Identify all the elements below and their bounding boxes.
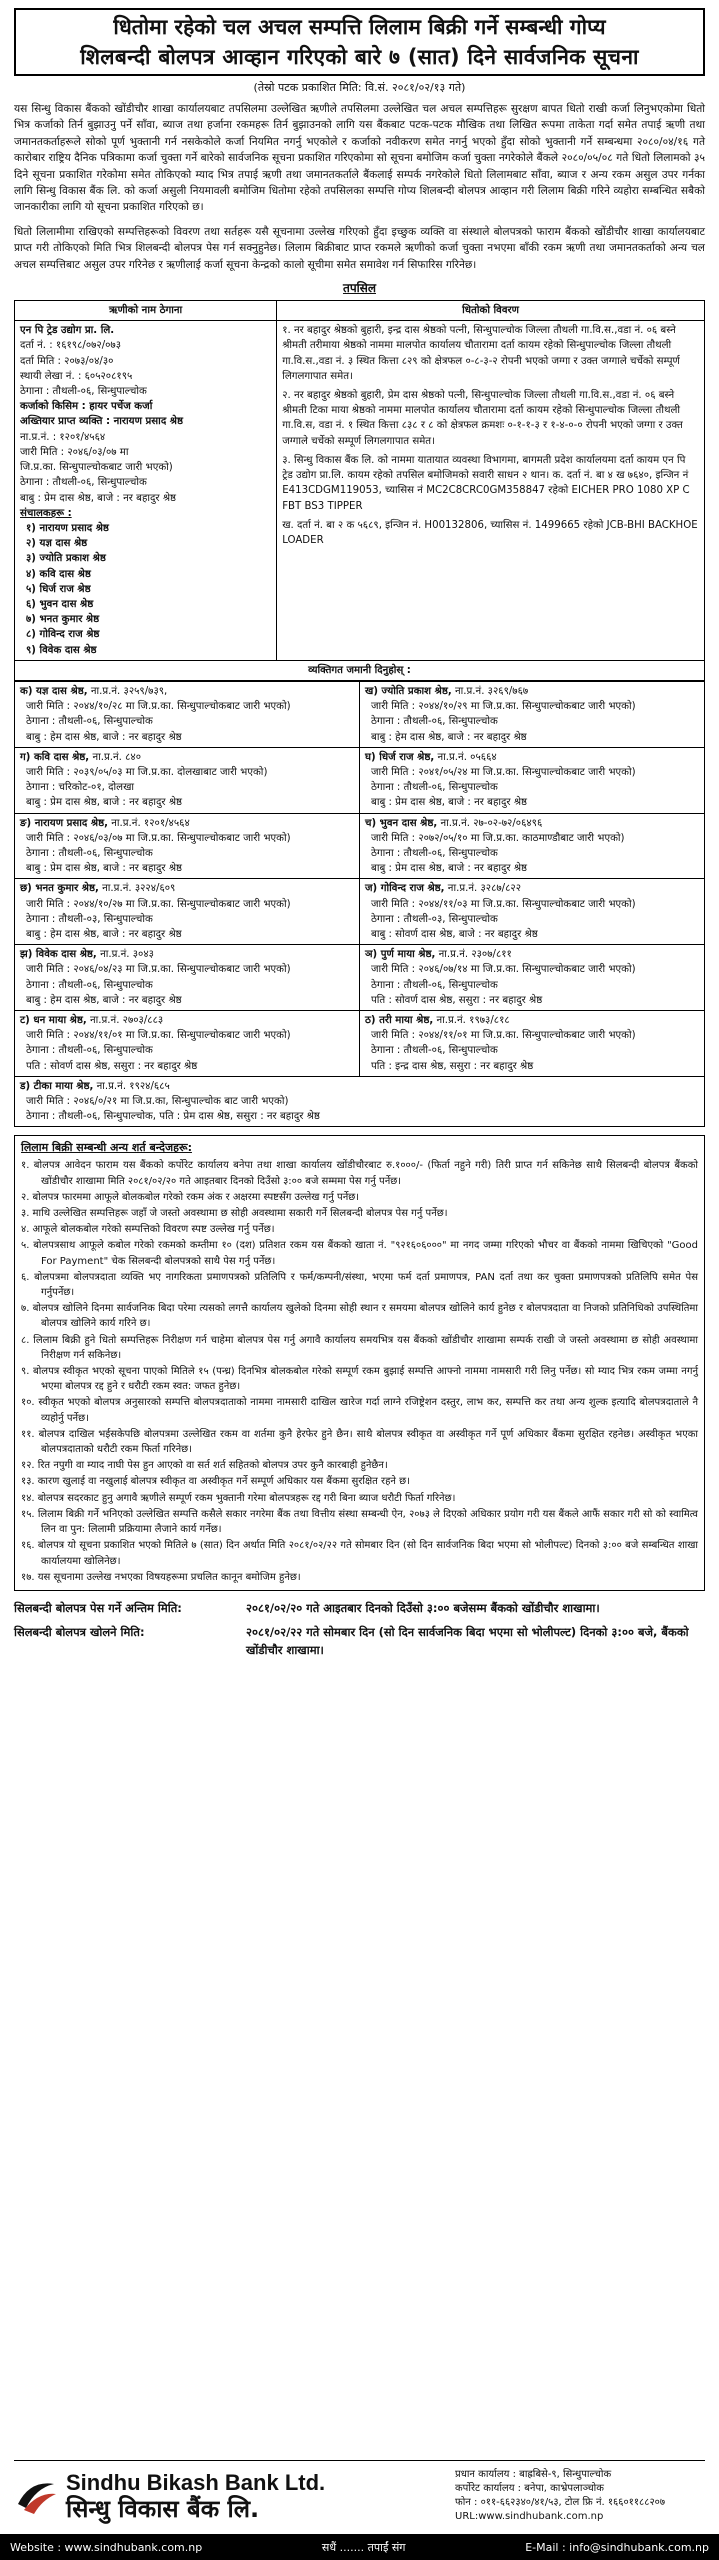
borrower-line: जि.प्र.का. सिन्धुपाल्चोकबाट जारी भएको) <box>20 462 173 474</box>
bank-address <box>455 2468 705 2524</box>
email-link[interactable]: E-Mail : info@sindhubank.com.np <box>525 2540 709 2554</box>
borrower-cell <box>15 321 277 660</box>
collateral-item: ख. दर्ता नं. बा २ क ५६८९, इन्जिन नं. H00132806, च्यासिस नं. 1499665 रहेको JCB-BHI BACKHOE LOADER <box>282 519 698 546</box>
guarantor-citizenship: ना.प्र.नं. ३२६९/७६७ <box>454 685 529 697</box>
url-line[interactable]: URL:www.sindhubank.com.np <box>455 2511 604 2522</box>
guarantor-row <box>15 1076 705 1127</box>
guarantor-citizenship: ना.प्र.नं. ३०४३ <box>100 949 154 961</box>
director-item: ५) धिर्ज राज श्रेष्ठ <box>26 583 91 595</box>
borrower-column-header: ऋणीको नाम ठेगाना <box>15 301 277 321</box>
condition-item: ७. बोलपत्र खोलिने दिनमा सार्वजनिक बिदा परेमा त्यसको लगत्तै कार्यालय खुलेको दिनमा सोही स्थान र समयमा बोलपत्र खोलिने कार्य हुनेछ र बोलपत्रदाता वा निजको प्रतिनिधिको उपस्थितिमा बोलपत्र खोलिने कार्य गरिने छ। <box>21 1303 698 1330</box>
guarantor-name <box>365 947 699 962</box>
guarantor-cell <box>15 1011 360 1077</box>
guarantor-name <box>20 684 354 699</box>
borrower-line: बाबु : प्रेम दास श्रेष्ठ, बाजे : नर बहादुर श्रेष्ठ <box>20 492 177 504</box>
deadline-row <box>14 1599 705 1617</box>
guarantor-detail: जारी मिति : २०४६/०/२१ मा जि.प्र.का, सिन्धुपाल्चोक बाट जारी भएको) <box>26 1096 289 1108</box>
guarantor-cell <box>15 1076 705 1127</box>
director-item: १) नारायण प्रसाद श्रेष्ठ <box>26 522 109 534</box>
opening-row <box>14 1623 705 1659</box>
condition-item: १७. यस सूचनामा उल्लेख नभएका विषयहरूमा प्रचलित कानून बमोजिम हुनेछ। <box>21 1571 301 1583</box>
guarantor-name-text: च) भुवन दास श्रेष्ठ, <box>365 817 438 829</box>
title-line-1: धितोमा रहेको चल अचल सम्पत्ति लिलाम बिक्री गर्ने सम्बन्धी गोप्य <box>113 15 606 39</box>
guarantors-table <box>14 681 705 1127</box>
guarantor-name-text: क) यज्ञ दास श्रेष्ठ, <box>20 685 88 697</box>
guarantor-detail: बाबु : प्रेम दास श्रेष्ठ, बाजे : नर बहादुर श्रेष्ठ <box>371 863 528 875</box>
guarantor-name-text: ख) ज्योति प्रकाश श्रेष्ठ, <box>365 685 452 697</box>
guarantor-name <box>20 816 354 831</box>
guarantor-detail: पति : सोवर्ण दास श्रेष्ठ, ससुरा : नर बहादुर श्रेष्ठ <box>371 994 543 1006</box>
deadline-label: सिलबन्दी बोलपत्र पेस गर्ने अन्तिम मिति: <box>14 1600 182 1615</box>
loan-type: कर्जाको किसिम : हायर पर्चेज कर्जा <box>20 401 153 413</box>
guarantor-name-text: ठ) तरी माया श्रेष्ठ, <box>365 1015 434 1026</box>
guarantor-citizenship: ना.प्र.नं. ०५६६४ <box>437 751 497 763</box>
collateral-cell <box>277 321 705 660</box>
guarantor-row <box>15 681 705 747</box>
bank-name-english: Sindhu Bikash Bank Ltd. <box>66 2470 326 2495</box>
directors-heading: संचालकहरू : <box>20 507 72 519</box>
collateral-item: २. नर बहादुर श्रेष्ठको बुहारी, प्रेम दास श्रेष्ठको पत्नी, सिन्धुपाल्चोक जिल्ला तौथली गा.वि.स.,वडा नं. ०६ बस्ने श्रीमती टिका माया श्रेष्ठको नाममा मालपोत कार्यालय चौतारामा दर्ता कायम रहेको सिन्धुपाल्चोक जिल्ला तौथली गा.वि.स, वडा नं. १ स्थित कित्ता ८३८ र ८ को क्षेत्रफल क्रमशः ०-१-१-३ र १-४-०-० रोपनी भएको जग्गा र उक्त जग्गाले चर्चेको सम्पूर्ण लिगलगापात समेत। <box>282 390 683 447</box>
guarantor-detail: जारी मिति : २०७२/०५/१० मा जि.प्र.का. काठमाण्डौबाट जारी भएको) <box>371 832 625 844</box>
website-link[interactable]: Website : www.sindhubank.com.np <box>10 2540 203 2554</box>
guarantor-detail: पति : सोवर्ण दास श्रेष्ठ, ससुरा : नर बहादुर श्रेष्ठ <box>26 1060 198 1072</box>
condition-item: ३. माथि उल्लेखित सम्पत्तिहरू जहाँ जे जस्तो अवस्थामा छ सोही अवस्थामा सकारी गर्ने सिलबन्दी बोलपत्र पेस गर्नु पर्नेछ। <box>21 1208 448 1220</box>
borrower-line: दर्ता मिति : २०७३/०४/३० <box>20 355 114 367</box>
condition-item: १०. स्वीकृत भएको बोलपत्र अनुसारको सम्पत्ति बोलपत्रदाताको नाममा नामसारी दाखिल खारेज गर्दा लाग्ने रजिष्ट्रेशन दस्तुर, लाभ कर, सम्पत्ति कर तथा अन्य शुल्क इत्यादि बोलपत्रदाताले नै व्यहोर्नु पर्नेछ। <box>21 1397 698 1424</box>
guarantor-detail: बाबु : हेम दास श्रेष्ठ, बाजे : नर बहादुर श्रेष्ठ <box>26 994 182 1006</box>
condition-item: १४. बोलपत्र सदरकाट हुनु अगावै ऋणीले सम्पूर्ण रकम भुक्तानी गरेमा बोलपत्रहरू रद्द गरी बिना ब्याज धरौटी फिर्ता गरिनेछ। <box>21 1492 456 1504</box>
guarantor-citizenship: ना.प्र.नं. ८४० <box>92 751 142 763</box>
address-line: प्रधान कार्यालय : बाह्रबिसे-९, सिन्धुपाल्चोक <box>455 2469 612 2480</box>
contact-bar <box>0 2534 719 2560</box>
guarantor-detail: ठेगाना : तौथली-०६, सिन्धुपाल्चोक <box>26 847 153 859</box>
guarantor-detail: जारी मिति : २०४६/०३/०७ मा जि.प्र.का. सिन्धुपाल्चोकबाट जारी भएको) <box>26 832 291 844</box>
guarantor-detail: ठेगाना : तौथली-०६, सिन्धुपाल्चोक <box>371 847 498 859</box>
guarantor-detail: ठेगाना : तौथली-०६, सिन्धुपाल्चोक <box>26 1045 153 1057</box>
condition-item: ५. बोलपत्रसाथ आफूले कबोल गरेको रकमको कम्तीमा १० (दश) प्रतिशत रकम यस बैंकको खाता नं. "९२१६०६०००" मा नगद जम्मा गरिएको भौचर वा बैंकको नाममा खिचिएको "Good For Payment" चेक सिलबन्दी बोलपत्रको साथै पेस गर्नु पर्नेछ। <box>21 1240 698 1267</box>
condition-item: ८. लिलाम बिक्री हुने धितो सम्पत्तिहरू निरीक्षण गर्न चाहेमा बोलपत्र पेस गर्नु अगावै कार्यालय समयभित्र यस बैंकको खोंडीचौर शाखामा सम्पर्क राखी जे जस्तो अवस्थामा छ सोही अवस्थामा निरीक्षण गर्न सकिनेछ। <box>21 1334 698 1361</box>
condition-item: १३. कारण खुलाई वा नखुलाई बोलपत्र स्वीकृत वा अस्वीकृत गर्ने सम्पूर्ण अधिकार यस बैंकमा सुरक्षित रहने छ। <box>21 1476 410 1488</box>
condition-item: ११. बोलपत्र दाखिल भईसकेपछि बोलपत्रमा उल्लेखित रकम वा शर्तमा कुनै हेरफेर हुने छैन। साथै बोलपत्र स्वीकृत वा अस्वीकृत गर्ने पूर्ण अधिकार बैंकमा सुरक्षित रहनेछ। अस्वीकृत भएका बोलपत्रदाताको धरौटी रकम फिर्ता गरिनेछ। <box>21 1428 698 1456</box>
condition-item: २. बोलपत्र फारममा आफूले बोलकबोल गरेको रकम अंक र अक्षरमा स्पष्टसँग उल्लेख गर्नु पर्नेछ। <box>21 1191 360 1203</box>
guarantor-name-text: ञ) पुर्ण माया श्रेष्ठ, <box>365 949 436 961</box>
guarantor-name <box>20 947 354 962</box>
guarantor-detail: ठेगाना : तौथली-०३, सिन्धुपाल्चोक <box>371 913 498 925</box>
bank-logo-icon <box>14 2474 58 2518</box>
opening-value: २०८१/०२/२२ गते सोमबार दिन (सो दिन सार्वजनिक बिदा भएमा सो भोलीपल्ट) दिनको ३:०० बजे, बैंकको खोंडीचौर शाखामा। <box>246 1624 689 1657</box>
guarantor-name <box>20 881 354 896</box>
guarantor-citizenship: ना.प्र.नं. ३२८७/८२२ <box>447 883 522 895</box>
condition-item: १२. रित नपुगी वा म्याद नाघी पेस हुन आएको वा सर्त शर्त सहितको बोलपत्र उपर कुनै कारबाही हुनेछैन। <box>21 1460 388 1472</box>
guarantor-cell <box>360 1011 705 1077</box>
guarantor-cell <box>15 747 360 813</box>
guarantor-detail: पति : इन्द्र दास श्रेष्ठ, ससुरा : नर बहादुर श्रेष्ठ <box>371 1060 534 1072</box>
guarantor-detail: ठेगाना : तौथली-०६, सिन्धुपाल्चोक <box>371 1045 498 1057</box>
guarantor-name-text: घ) धिर्ज राज श्रेष्ठ, <box>365 751 435 763</box>
guarantor-row <box>15 879 705 945</box>
guarantor-detail: बाबु : प्रेम दास श्रेष्ठ, बाजे : नर बहादुर श्रेष्ठ <box>371 797 528 809</box>
guarantor-detail: जारी मिति : २०४४/१०/२८ मा जि.प्र.का. सिन्धुपाल्चोकबाट जारी भएको) <box>26 701 291 713</box>
guarantor-detail: ठेगाना : चरिकोट-०१, दोलखा <box>26 782 135 794</box>
guarantor-name-text: छ) भनत कुमार श्रेष्ठ, <box>20 883 99 895</box>
guarantor-cell <box>360 813 705 879</box>
guarantor-cell <box>15 879 360 945</box>
guarantor-name-text: ड) टीका माया श्रेष्ठ, <box>20 1080 94 1092</box>
director-item: २) यज्ञ दास श्रेष्ठ <box>26 538 88 550</box>
deadline-value: २०८१/०२/२० गते आइतबार दिनको दिउँसो ३:०० बजेसम्म बैंकको खोंडीचौर शाखामा। <box>246 1600 600 1615</box>
guarantor-name <box>20 750 354 765</box>
guarantor-citizenship: ना.प्र.नं. ३२५९/७३९, <box>90 685 168 697</box>
guarantor-detail: जारी मिति : २०३९/०५/०३ मा जि.प्र.का. दोलखाबाट जारी भएको) <box>26 766 268 778</box>
guarantor-detail: ठेगाना : तौथली-०६, सिन्धुपाल्चोक <box>371 979 498 991</box>
guarantor-cell <box>15 681 360 747</box>
guarantor-detail: जारी मिति : २०४४/१०/२९ मा जि.प्र.का. सिन्धुपाल्चोकबाट जारी भएको) <box>371 701 636 713</box>
director-item: ७) भनत कुमार श्रेष्ठ <box>26 614 100 626</box>
guarantor-citizenship: ना.प्र.नं. १९७३/८१८ <box>436 1015 510 1026</box>
guarantor-cell <box>360 879 705 945</box>
guarantor-cell <box>15 945 360 1011</box>
second-paragraph: धितो लिलामीमा राखिएको सम्पत्तिहरूको विवरण तथा सर्तहरू यसै सूचनामा उल्लेख गरिएको हुँदा इच्छुक व्यक्ति वा संस्थाले बोलपत्रको फाराम बैंकको खोंडीचौर शाखा कार्यालयबाट प्राप्त गरी तोकिएको मिति भित्र शिलबन्दी बोलपत्र पेस गर्न सक्नुहुनेछ। लिलाम बिक्रीबाट प्राप्त रकमले ऋणीको कर्जा चुक्ता नभएमा बाँकी रकम ऋणी तथा जमानतकर्ताको अन्य चल अचल सम्पत्तिबाट असुल उपर गरिनेछ र ऋणीलाई कर्जा सूचना केन्द्रको कालो सूचीमा समेत समावेश गर्न सिफारिस गरिनेछ। <box>14 225 705 271</box>
guarantor-citizenship: ना.प्र.नं. २७-०२-७२/०६४९६ <box>440 817 543 829</box>
guarantor-detail: बाबु : हेम दास श्रेष्ठ, बाजे : नर बहादुर श्रेष्ठ <box>371 731 527 743</box>
condition-item: १५. लिलाम बिक्री गर्ने भनिएको उल्लेखित सम्पत्ति कसैले सकार नगरेमा बैंक तथा वित्तीय संस्था सम्बन्धी ऐन, २०७३ ले दिएको अधिकार प्रयोग गरी यस बैंकले आफैं सकार गरी सो को स्वामित्व लिन वा पुन: लिलामी प्रक्रियामा लैजाने कार्य गर्नेछ। <box>21 1508 698 1536</box>
guarantor-citizenship: ना.प्र.नं. २७०३/८८३ <box>89 1015 164 1026</box>
guarantor-row <box>15 747 705 813</box>
guarantor-name-text: ज) गोविन्द राज श्रेष्ठ, <box>365 883 445 895</box>
bank-logo <box>14 2470 325 2522</box>
guarantor-name <box>20 1079 699 1094</box>
guarantor-name <box>20 1013 354 1028</box>
guarantor-detail: ठेगाना : तौथली-०६, सिन्धुपाल्चोक <box>26 979 153 991</box>
guarantor-detail: जारी मिति : २०४६/०७/१४ मा जि.प्र.का. सिन्धुपाल्चोकबाट जारी भएको) <box>371 964 636 976</box>
guarantor-detail: बाबु : प्रेम दास श्रेष्ठ, बाजे : नर बहादुर श्रेष्ठ <box>26 797 183 809</box>
borrower-line: स्थायी लेखा नं. : ६०५२०८१९५ <box>20 370 133 382</box>
authorized-person: अख्तियार प्राप्त व्यक्ति : नारायण प्रसाद श्रेष्ठ <box>20 416 183 428</box>
director-item: ६) भुवन दास श्रेष्ठ <box>26 598 94 610</box>
guarantor-detail: ठेगाना : तौथली-०६, सिन्धुपाल्चोक <box>371 782 498 794</box>
borrower-name: एन पि ट्रेड उद्योग प्रा. लि. <box>20 325 115 337</box>
guarantor-row <box>15 813 705 879</box>
guarantor-cell <box>360 945 705 1011</box>
conditions-list <box>21 1158 698 1584</box>
publication-date: (तेस्रो पटक प्रकाशित मिति: वि.सं. २०८१/०२/१३ गते) <box>253 81 466 94</box>
borrower-line: दर्ता नं. : १६१९८/०७२/०७३ <box>20 340 122 352</box>
guarantor-name-text: ग) कवि दास श्रेष्ठ, <box>20 751 90 763</box>
schedule-table <box>14 300 705 681</box>
conditions-box <box>14 1135 705 1590</box>
condition-item: १. बोलपत्र आवेदन फाराम यस बैंकको कर्पोरेट कार्यालय बनेपा तथा शाखा कार्यालय खोंडीचौरबाट रु.१०००/- (फिर्ता नहुने गरी) तिरी प्राप्त गर्न सकिनेछ साथै सिलबन्दी बोलपत्र बैंकको खोंडीचौर शाखामा मिति २०८१/०२/२० गते आइतबार दिनको दिउँसो ३:०० बजे सम्ममा पेस गर्नु पर्नेछ। <box>21 1160 698 1187</box>
guarantor-detail: बाबु : हेम दास श्रेष्ठ, बाजे : नर बहादुर श्रेष्ठ <box>26 928 182 940</box>
deadlines <box>14 1599 705 1659</box>
guarantor-detail: जारी मिति : २०४४/११/०३ मा जि.प्र.का. सिन्धुपाल्चोकबाट जारी भएको) <box>371 898 636 910</box>
guarantor-name <box>365 816 699 831</box>
guarantor-detail: ठेगाना : तौथली-०६, सिन्धुपाल्चोक <box>26 716 153 728</box>
guarantor-detail: ठेगाना : तौथली-०३, सिन्धुपाल्चोक <box>26 913 153 925</box>
borrower-line: ना.प्र.नं. : १२०१/४५६४ <box>20 431 106 443</box>
guarantor-cell <box>360 681 705 747</box>
collateral-column-header: धितोको विवरण <box>277 301 705 321</box>
guarantor-cell <box>15 813 360 879</box>
guarantor-name-text: ट) धन माया श्रेष्ठ, <box>20 1015 87 1026</box>
schedule-heading: तपसिल <box>342 281 376 296</box>
borrower-line: जारी मिति : २०४६/०३/०७ मा <box>20 446 129 458</box>
guarantor-citizenship: ना.प्र.नं. १२०१/४५६४ <box>111 817 190 829</box>
borrower-line: ठेगाना : तौथली-०६, सिन्धुपाल्चोक <box>20 386 147 398</box>
guarantor-detail: ठेगाना : तौथली-०६, सिन्धुपाल्चोक <box>371 716 498 728</box>
guarantor-cell <box>360 747 705 813</box>
director-item: ८) गोविन्द राज श्रेष्ठ <box>26 629 100 641</box>
notice-title <box>14 8 705 76</box>
address-line: कर्पोरेट कार्यालय : बनेपा, काभ्रेपलाञ्चोक <box>455 2483 604 2494</box>
director-item: ४) कवि दास श्रेष्ठ <box>26 568 91 580</box>
conditions-heading: लिलाम बिक्री सम्बन्धी अन्य शर्त बन्देजहरू: <box>21 1141 192 1155</box>
guarantor-name-text: ङ) नारायण प्रसाद श्रेष्ठ, <box>20 817 108 829</box>
condition-item: १६. बोलपत्र यो सूचना प्रकाशित भएको मितिले ७ (सात) दिन अर्थात मिति २०८१/०२/२२ गते सोमबार दिन (सो दिन सार्वजनिक बिदा भएमा सो भोलीपल्ट) दिनको ३:०० बजे सम्बन्धित शाखा कार्यालयमा खोलिनेछ। <box>21 1540 698 1567</box>
bank-name-nepali: सिन्धु विकास बैंक लि. <box>66 2495 260 2523</box>
opening-label: सिलबन्दी बोलपत्र खोलने मिति: <box>14 1624 145 1639</box>
guarantor-detail: ठेगाना : तौथली-०६, सिन्धुपाल्चोक, पति : प्रेम दास श्रेष्ठ, ससुरा : नर बहादुर श्रेष्ठ <box>26 1111 320 1123</box>
guarantors-heading: व्यक्तिगत जमानी दिनुहोस् : <box>15 660 705 680</box>
guarantor-citizenship: ना.प्र.नं. २३०७/८११ <box>438 949 512 961</box>
guarantor-name-text: झ) विवेक दास श्रेष्ठ, <box>20 949 97 961</box>
intro-paragraph: यस सिन्धु विकास बैंकको खोंडीचौर शाखा कार्यालयबाट तपसिलमा उल्लेखित ऋणीले तपसिलमा उल्लेखित चल अचल सम्पत्तिहरू सुरक्षण बापत धितो राखी कर्जा लिनुभएकोमा धितो भित्र कर्जाको तिर्न बुझाउनु पर्ने साँवा, ब्याज तथा हर्जाना रकमहरू तिर्न बुझाउनको लागि यस बैंकबाट पटक-पटक मौखिक तथा लिखित रूपमा ताकेता गर्दा समेत तपाई ऋणी तथा जमानतकर्ताहरूले सोको पूर्ण भुक्तानी गर्न नसकेकोले कर्जा नियमित नगर्नु भएकोले र कर्जाको नवीकरण समेत नगर्नु भएको हुँदा सोको भुक्तानी गर्ने सम्बन्धमा २०८०/०४/१६ गते कारोबार राष्ट्रिय दैनिक पत्रिकामा कर्जा चुक्ता गर्ने बारेको सार्वजनिक सूचना प्रकाशित गरिएकोमा सो सूचना बमोजिम कर्जा चुक्ता नगरेकोले बैंकले २०८०/०५/०८ गते धितो लिलामको ३५ दिने सूचना प्रकाशित गरेकोमा समेत तोकिएको म्याद भित्र तपाई ऋणी तथा जमानतकर्ताले बैंकलाई सम्पर्क नगरेकोले धितो लिलामबाट साँवा, ब्याज र अन्य रकम असुल उपर गर्नका लागि सिन्धु विकास बैंक लि. को कर्जा असुली नियमावली बमोजिम धितोमा रहेको तपसिलका सम्पत्ति गोप्य शिलबन्दी बोलपत्र आव्हान गरी लिलाम बिक्री गरिने व्यहोरा सम्बन्धित सबैको जानकारीका लागि यो सूचना प्रकाशित गरिएको छ। <box>14 103 705 214</box>
guarantor-name <box>365 1013 699 1028</box>
collateral-item: ३. सिन्धु विकास बैंक लि. को नाममा यातायात व्यवस्था विभागमा, बागमती प्रदेश कार्यालयमा दर्ता कायम एन पि ट्रेड उद्योग प्रा.लि. कायम रहेको तपसिल बमोजिमको सवारी साधन २ थान। क. दर्ता नं. बा ४ ख ७६४०, इन्जिन नं E413CDGM119053, च्यासिस नं MC2C8CRC0GM358847 रहेको EICHER PRO 1080 XP C FBT BS3 TIPPER <box>282 454 690 512</box>
guarantor-detail: बाबु : हेम दास श्रेष्ठ, बाजे : नर बहादुर श्रेष्ठ <box>26 731 182 743</box>
guarantor-citizenship: ना.प्र.नं. १९२४/६८५ <box>96 1080 170 1092</box>
condition-item: ६. बोलपत्रमा बोलपत्रदाता व्यक्ति भए नागरिकता प्रमाणपत्रको प्रतिलिपि र फर्म/कम्पनी/संस्था, भएमा फर्म दर्ता प्रमाणपत्र, PAN दर्ता तथा कर चुक्ता प्रमाणपत्रको प्रतिलिपि समेत पेस गर्नुपर्नेछ। <box>21 1271 698 1299</box>
guarantor-detail: जारी मिति : २०४१/०५/२४ मा जि.प्र.का. सिन्धुपाल्चोकबाट जारी भएको) <box>371 766 636 778</box>
guarantor-detail: जारी मिति : २०४६/०४/२३ मा जि.प्र.का. सिन्धुपाल्चोकबाट जारी भएको) <box>26 964 291 976</box>
guarantor-row <box>15 945 705 1011</box>
bank-footer <box>14 2460 705 2531</box>
condition-item: ९. बोलपत्र स्वीकृत भएको सूचना पाएको मितिले १५ (पन्ध्र) दिनभित्र बोलकबोल गरेको सम्पूर्ण रकम बुझाई सम्पत्ति आफ्नो नाममा नामसारी गरी लिनु पर्नेछ। सो म्याद भित्र रकम जम्मा नगर्नु भएमा बोलपत्र रद्द हुने र धरौटी रकम स्वत: जफत हुनेछ। <box>21 1366 698 1393</box>
condition-item: ४. आफूले बोलकबोल गरेको सम्पत्तिको विवरण स्पष्ट उल्लेख गर्नु पर्नेछ। <box>21 1224 275 1236</box>
guarantor-detail: जारी मिति : २०४४/१०/२७ मा जि.प्र.का. सिन्धुपाल्चोकबाट जारी भएको) <box>26 898 291 910</box>
guarantor-name <box>365 881 699 896</box>
director-item: ३) ज्योति प्रकाश श्रेष्ठ <box>26 553 106 565</box>
borrower-line: ठेगाना : तौथली-०६, सिन्धुपाल्चोक <box>20 477 147 489</box>
director-item: ९) विवेक दास श्रेष्ठ <box>26 644 97 656</box>
title-line-2: शिलबन्दी बोलपत्र आव्हान गरिएको बारे ७ (सात) दिने सार्वजनिक सूचना <box>80 45 639 69</box>
collateral-item: १. नर बहादुर श्रेष्ठको बुहारी, इन्द्र दास श्रेष्ठको पत्नी, सिन्धुपाल्चोक जिल्ला तौथली गा.वि.स.,वडा नं. ०६ बस्ने श्रीमती तरीमाया श्रेष्ठको नाममा मालपोत कार्यालय चौतारामा दर्ता कायम रहेको सिन्धुपाल्चोक जिल्ला तौथली गा.वि.स.,वडा नं. ३ स्थित कित्ता ८२९ को क्षेत्रफल ०-८-३-२ रोपनी भएको जग्गा र उक्त जग्गाले चर्चेको सम्पूर्ण लिगलगापात समेत। <box>282 325 680 382</box>
tagline: सधैं ....... तपाईं संग <box>321 2540 406 2554</box>
phone-line: फोन : ०११-६६२३४०/४१/५३, टोल फ्रि नं. १६६०११८८२०७ <box>455 2497 666 2508</box>
guarantor-name <box>365 750 699 765</box>
guarantor-name <box>365 684 699 699</box>
guarantor-detail: जारी मिति : २०४४/११/०१ मा जि.प्र.का. सिन्धुपाल्चोकबाट जारी भएको) <box>371 1030 636 1042</box>
guarantor-detail: जारी मिति : २०४४/११/०१ मा जि.प्र.का. सिन्धुपाल्चोकबाट जारी भएको) <box>26 1030 291 1042</box>
guarantor-citizenship: ना.प्र.नं. ३२२४/६०९ <box>102 883 176 895</box>
guarantor-row <box>15 1011 705 1077</box>
guarantor-detail: बाबु : प्रेम दास श्रेष्ठ, बाजे : नर बहादुर श्रेष्ठ <box>26 863 183 875</box>
guarantor-detail: बाबु : सोवर्ण दास श्रेष्ठ, बाजे : नर बहादुर श्रेष्ठ <box>371 928 538 940</box>
